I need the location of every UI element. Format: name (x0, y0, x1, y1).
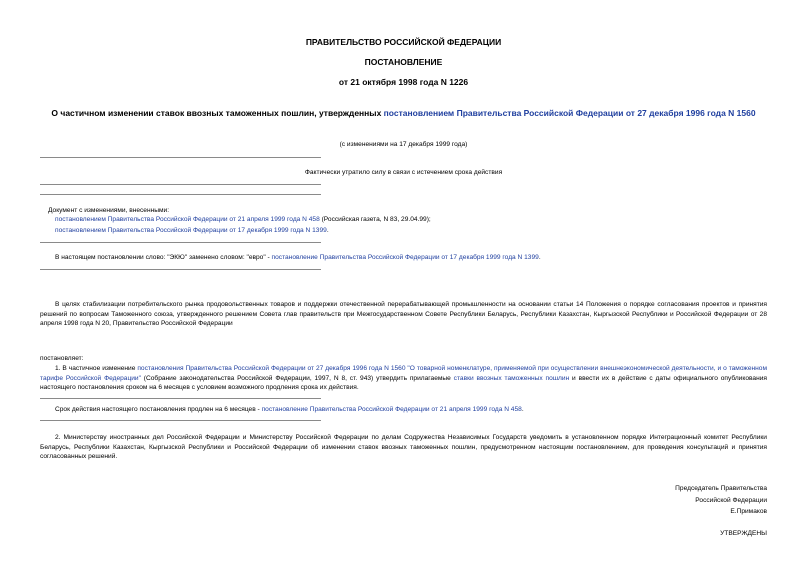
changes-intro: Документ с изменениями, внесенными: (48, 207, 170, 214)
signature-name: Е.Примаков (730, 508, 767, 515)
header-doc-type: ПОСТАНОВЛЕНИЕ (364, 57, 443, 67)
expired-note: Фактически утратило силу в связи с истечением срока действия (304, 169, 503, 176)
title-text: О частичном изменении ставок ввозных таможенных пошлин, утвержденных (51, 108, 384, 118)
divider (40, 242, 321, 243)
changes-item-1-link[interactable]: постановлением Правительства Российской Федерации от 21 апреля 1999 года N 458 (55, 216, 320, 223)
header-date-number: от 21 октября 1998 года N 1226 (338, 77, 469, 87)
header-org: ПРАВИТЕЛЬСТВО РОССИЙСКОЙ ФЕДЕРАЦИИ (305, 37, 502, 47)
point-1-text-b: (Собрание законодательства Российской Федерации, 1997, N 8, ст. 943) утвердить прилагаемые (140, 374, 454, 382)
divider (40, 184, 321, 185)
point-1-link-resolution[interactable]: постановления Правительства Российской Федерации от 27 декабря 1996 года N 1560 "О товарной номенклатуре, применяемой при осуществлении внешнеэкономической деятельности, и о таможенном тарифе Российской Федерации" (40, 365, 767, 382)
euro-note-link[interactable]: постановление Правительства Российской Федерации от 17 декабря 1999 года N 1399 (271, 254, 539, 261)
changes-item-2 (55, 226, 329, 235)
euro-note (55, 253, 541, 262)
euro-note-text: В настоящем постановлении слово: "ЭКЮ" заменено словом: "евро" - (55, 254, 272, 261)
point-1-paragraph (40, 364, 767, 393)
signature-position-2: Российской Федерации (695, 497, 767, 504)
point-1-text-c: и ввести их в действие с даты официального опубликования настоящего постановления сроком на 6 месяцев с условием возможного продления срока их действия. (40, 374, 767, 392)
divider (40, 420, 321, 421)
extension-note (55, 405, 524, 414)
changes-item-1-text: (Российская газета, N 83, 29.04.99); (319, 216, 431, 223)
title-link[interactable]: постановлением Правительства Российской Федерации от 27 декабря 1996 года N 1560 (383, 108, 756, 118)
changes-item-2-text: . (326, 227, 329, 234)
amendments-note: (с изменениями на 17 декабря 1999 года) (339, 141, 468, 148)
extension-note-end: . (521, 406, 524, 413)
divider (40, 194, 321, 195)
approved-label: УТВЕРЖДЕНЫ (720, 530, 767, 537)
point-2-paragraph: 2. Министерству иностранных дел Российской Федерации и Министерству Российской Федерации по делам Содружества Независимых Государств уведомить в установленном порядке Интеграционный комитет Республики Беларусь, Республики Казахстан, Кыргызской Республики и Российской Федерации об изменении ставок ввозных таможенных пошлин, предусмотренном настоящим постановлением, для проведения консультаций и принятия согласованных решений. (40, 434, 767, 461)
changes-item-1 (55, 215, 431, 224)
changes-item-2-link[interactable]: постановлением Правительства Российской Федерации от 17 декабря 1999 года N 1399 (55, 227, 327, 234)
preamble-paragraph: В целях стабилизации потребительского рынка продовольственных товаров и поддержки отечественной перерабатывающей промышленности на основании статьи 14 Положения о порядке согласования проектов и принятия решений по вопросам Таможенного союза, утвержденного решением Совета глав правительств при Межгосударственном Совете Республики Беларусь, Республики Казахстан, Кыргызской Республики и Российской Федерации от 28 апреля 1998 года N 20, Правительство Российской Федерации (40, 301, 767, 328)
extension-note-link[interactable]: постановление Правительства Российской Федерации от 21 апреля 1999 года N 458 (261, 406, 522, 413)
document-title (40, 108, 767, 119)
divider (40, 157, 321, 158)
euro-note-end: . (538, 254, 541, 261)
divider (40, 398, 321, 399)
divider (40, 269, 321, 270)
extension-note-text: Срок действия настоящего постановления продлен на 6 месяцев - (55, 406, 262, 413)
point-1-text-a: 1. В частичное изменение (55, 365, 138, 372)
resolves-label: постановляет: (40, 355, 84, 362)
point-1-link-rates[interactable]: ставки ввозных таможенных пошлин (453, 374, 570, 382)
signature-position-1: Председатель Правительства (675, 485, 767, 492)
